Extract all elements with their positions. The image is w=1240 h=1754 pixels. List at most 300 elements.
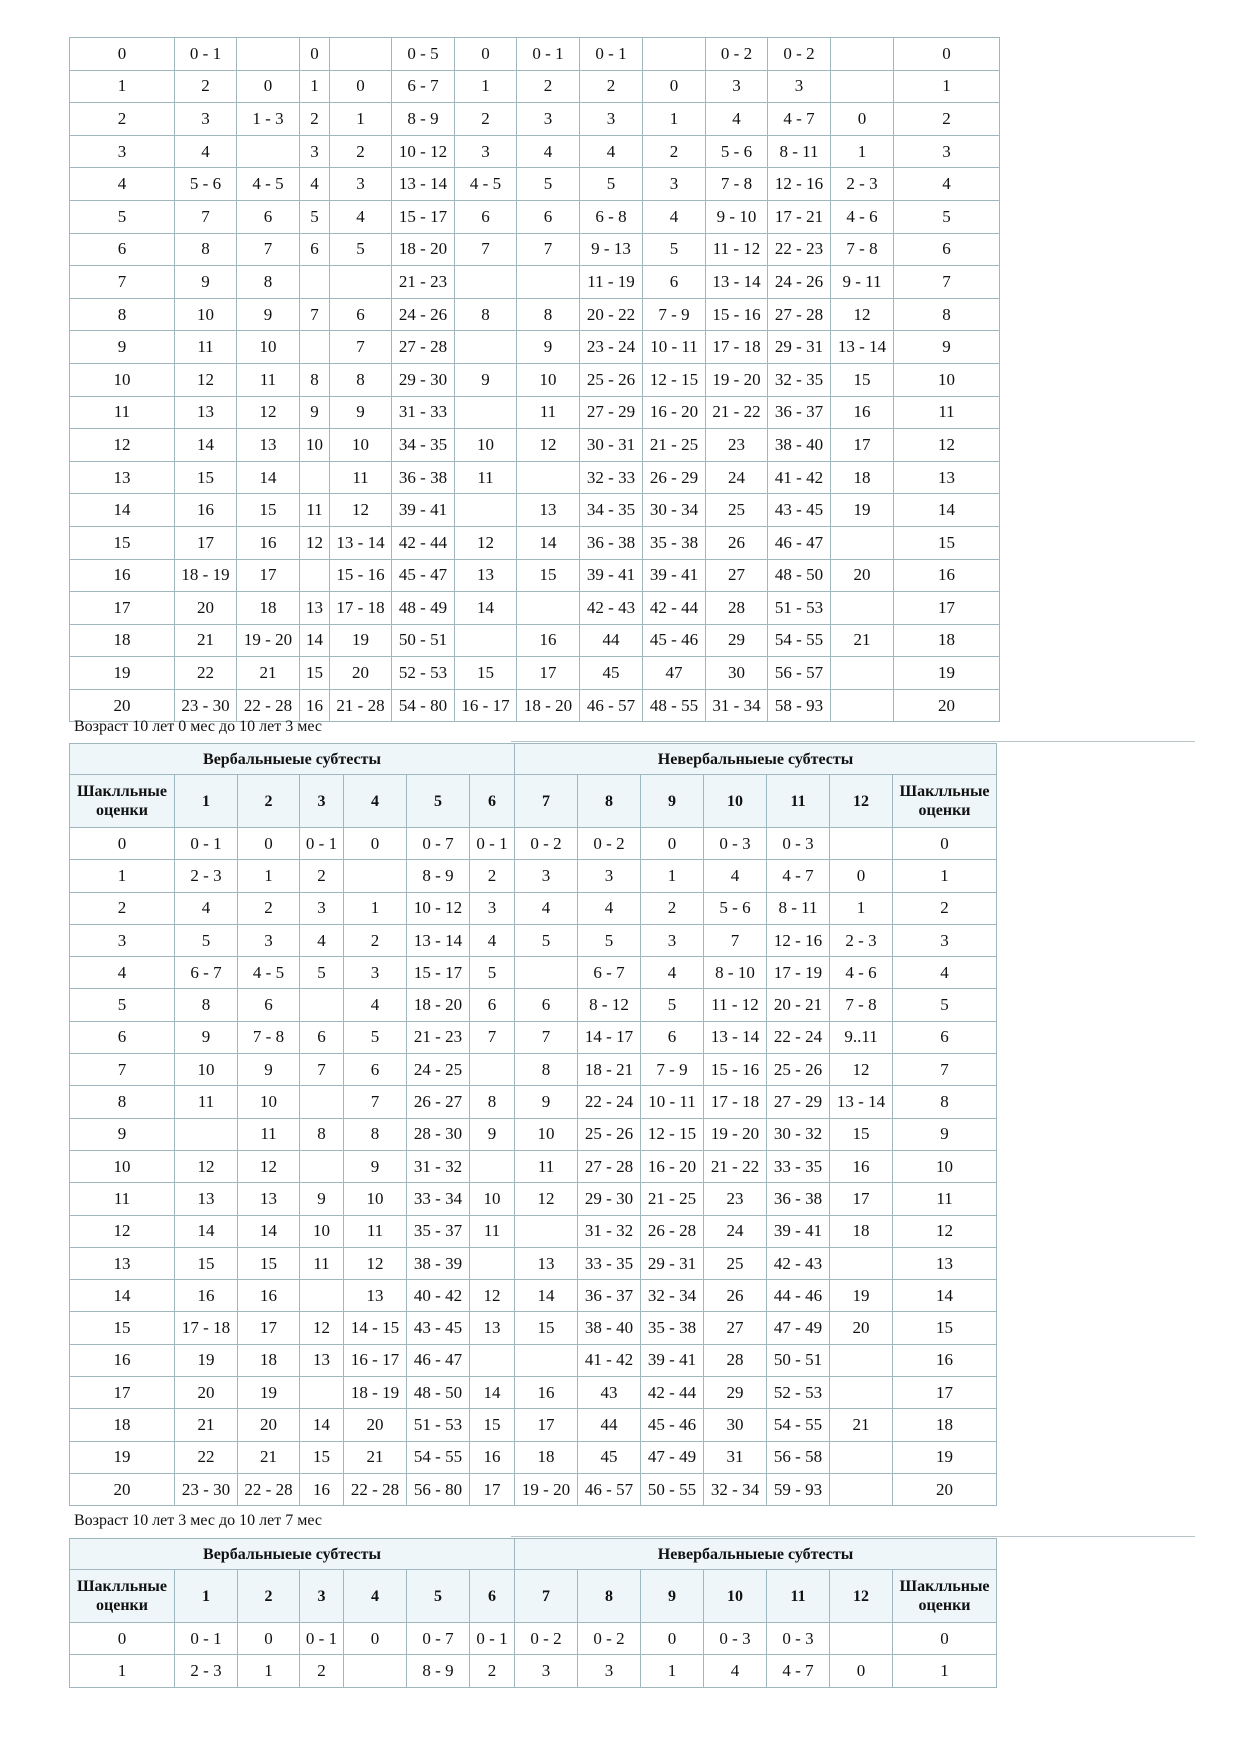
table-cell: 17 - 18 — [330, 592, 392, 625]
table-cell: 56 - 58 — [767, 1441, 830, 1473]
table-row — [70, 70, 1000, 103]
table-cell — [455, 396, 517, 429]
table-cell: 27 — [704, 1312, 767, 1344]
table-cell: 16 - 17 — [455, 689, 517, 722]
table-cell: 6 — [330, 298, 392, 331]
table-cell: 27 — [706, 559, 768, 592]
table-cell: 12 — [517, 429, 580, 462]
table-row — [70, 526, 1000, 559]
table-cell: 10 — [894, 363, 1000, 396]
table-cell: 9 — [455, 363, 517, 396]
table-cell: 18 - 20 — [517, 689, 580, 722]
table-cell: 16 — [831, 396, 894, 429]
table-cell: 29 — [704, 1377, 767, 1409]
table-cell: 21 - 22 — [704, 1150, 767, 1182]
table-cell: 36 - 38 — [580, 526, 643, 559]
table-cell: 21 — [830, 1409, 893, 1441]
table-cell: 1 — [831, 135, 894, 168]
table-cell: 2 — [580, 70, 643, 103]
table-cell: 54 - 80 — [392, 689, 455, 722]
table-cell: 14 — [515, 1280, 578, 1312]
table-cell — [643, 38, 706, 71]
table-cell: 14 - 17 — [578, 1021, 641, 1053]
table-cell: 19 — [238, 1377, 300, 1409]
table-cell: 48 - 50 — [768, 559, 831, 592]
table-cell: 10 — [300, 1215, 344, 1247]
table-cell: 13 — [70, 1247, 175, 1279]
table-cell: 22 - 24 — [578, 1086, 641, 1118]
table-cell: 39 - 41 — [643, 559, 706, 592]
table-cell: 5 — [515, 924, 578, 956]
table-cell: 25 — [704, 1247, 767, 1279]
table-cell: 5 — [300, 200, 330, 233]
table-cell: 26 — [704, 1280, 767, 1312]
table-cell — [831, 657, 894, 690]
table-cell: 5 — [300, 957, 344, 989]
table-cell: 4 — [641, 957, 704, 989]
table-cell: 19 — [175, 1344, 238, 1376]
table-cell: 0 — [641, 1623, 704, 1655]
table-cell: 6 — [470, 989, 515, 1021]
table-cell: 10 — [344, 1183, 407, 1215]
table-cell: 11 — [455, 461, 517, 494]
table-cell: 25 - 26 — [767, 1054, 830, 1086]
table-row — [70, 461, 1000, 494]
table-cell: 12 — [70, 1215, 175, 1247]
table-cell: 14 — [175, 429, 237, 462]
table-cell: 38 - 40 — [768, 429, 831, 462]
table-row — [70, 828, 997, 860]
table-cell: 1 — [238, 1655, 300, 1687]
table-cell: 0 - 1 — [175, 38, 237, 71]
table-cell: 2 — [70, 892, 175, 924]
table-cell: 4 — [580, 135, 643, 168]
table-cell: 22 - 24 — [767, 1021, 830, 1053]
table-cell: 4 - 7 — [767, 1655, 830, 1687]
table-cell — [330, 266, 392, 299]
table-cell: 17 — [238, 1312, 300, 1344]
table-cell: 20 — [894, 689, 1000, 722]
table-cell: 22 — [175, 657, 237, 690]
table-cell — [517, 592, 580, 625]
table-row — [70, 860, 997, 892]
table-cell: 10 — [470, 1183, 515, 1215]
table-cell: 3 — [578, 860, 641, 892]
norms-table-10y3m-10y7m — [69, 1538, 997, 1688]
table-cell: 11 — [238, 1118, 300, 1150]
table-row — [70, 1655, 997, 1687]
table-cell: 14 — [70, 1280, 175, 1312]
table-cell: 6 — [893, 1021, 997, 1053]
table-row — [70, 1215, 997, 1247]
table-cell: 19 — [893, 1441, 997, 1473]
table-cell: 13 - 14 — [407, 924, 470, 956]
table-cell: 16 — [893, 1344, 997, 1376]
table-cell: 21 — [237, 657, 300, 690]
table-row — [70, 1280, 997, 1312]
table-cell — [455, 266, 517, 299]
table-row — [70, 1021, 997, 1053]
table-cell: 42 - 44 — [392, 526, 455, 559]
table-cell: 17 - 18 — [175, 1312, 238, 1344]
table-row — [70, 429, 1000, 462]
table-cell: 0 - 3 — [767, 828, 830, 860]
table-cell: 4 — [704, 1655, 767, 1687]
table-cell: 22 — [175, 1441, 238, 1473]
table-cell: 2 — [893, 892, 997, 924]
table-cell: 46 - 57 — [578, 1473, 641, 1505]
table-cell: 47 - 49 — [767, 1312, 830, 1344]
table-cell: 2 - 3 — [830, 924, 893, 956]
table-cell: 27 - 28 — [392, 331, 455, 364]
table-row — [70, 1377, 997, 1409]
table-cell: 25 — [706, 494, 768, 527]
col-header: 7 — [515, 775, 578, 828]
table-cell: 32 - 33 — [580, 461, 643, 494]
table-cell: 9 — [70, 1118, 175, 1150]
table-cell: 13 — [175, 1183, 238, 1215]
table-cell: 50 - 51 — [392, 624, 455, 657]
table-cell: 6 — [238, 989, 300, 1021]
table-cell: 16 — [300, 1473, 344, 1505]
table-cell: 12 — [330, 494, 392, 527]
table-cell: 12 — [515, 1183, 578, 1215]
table-cell: 26 - 28 — [641, 1215, 704, 1247]
table-row — [70, 38, 1000, 71]
table-cell: 13 — [300, 1344, 344, 1376]
table-cell: 3 — [70, 135, 175, 168]
table-cell: 16 — [238, 1280, 300, 1312]
table-cell: 21 — [175, 1409, 238, 1441]
col-header: 6 — [470, 1570, 515, 1623]
table-cell: 0 — [893, 1623, 997, 1655]
table-cell: 0 - 1 — [517, 38, 580, 71]
table-cell: 17 — [70, 592, 175, 625]
table-cell: 30 — [704, 1409, 767, 1441]
table-cell: 3 — [580, 103, 643, 136]
norms-table-10y0m-10y3m — [69, 743, 997, 1506]
table-cell: 22 - 23 — [768, 233, 831, 266]
table-cell: 3 — [517, 103, 580, 136]
table-cell: 14 — [238, 1215, 300, 1247]
table-cell: 19 - 20 — [237, 624, 300, 657]
table-cell: 13 — [455, 559, 517, 592]
table-cell: 6 — [237, 200, 300, 233]
table-cell: 6 — [515, 989, 578, 1021]
table-cell: 10 — [238, 1086, 300, 1118]
table-cell: 7 — [330, 331, 392, 364]
table-cell — [455, 494, 517, 527]
table-cell: 3 — [344, 957, 407, 989]
col-header: 1 — [175, 775, 238, 828]
table-cell: 10 - 11 — [643, 331, 706, 364]
table-cell: 42 - 43 — [580, 592, 643, 625]
table-cell: 12 — [238, 1150, 300, 1182]
col-header: 7 — [515, 1570, 578, 1623]
table-cell: 21 — [175, 624, 237, 657]
table-cell: 40 - 42 — [407, 1280, 470, 1312]
table-cell: 12 — [300, 526, 330, 559]
table-cell: 8 - 12 — [578, 989, 641, 1021]
table-cell: 3 — [300, 135, 330, 168]
table-cell: 27 - 29 — [767, 1086, 830, 1118]
table-cell: 21 — [238, 1441, 300, 1473]
table-cell: 5 - 6 — [706, 135, 768, 168]
table-cell: 3 — [175, 103, 237, 136]
table-cell: 4 — [175, 892, 238, 924]
table-cell — [455, 624, 517, 657]
table-cell: 8 - 11 — [767, 892, 830, 924]
table-cell: 6 - 8 — [580, 200, 643, 233]
table-cell: 24 — [706, 461, 768, 494]
table-row — [70, 1247, 997, 1279]
table-cell: 0 — [70, 1623, 175, 1655]
table-cell: 51 - 53 — [768, 592, 831, 625]
table-cell: 9 — [893, 1118, 997, 1150]
table-cell: 0 - 1 — [300, 828, 344, 860]
table-cell: 5 — [641, 989, 704, 1021]
table-cell — [300, 1086, 344, 1118]
table-cell: 30 — [706, 657, 768, 690]
table-cell: 4 — [643, 200, 706, 233]
table-row — [70, 892, 997, 924]
col-header: 6 — [470, 775, 515, 828]
table-cell: 1 — [70, 860, 175, 892]
table-cell: 15 — [237, 494, 300, 527]
table-cell: 20 - 21 — [767, 989, 830, 1021]
divider — [511, 1536, 1195, 1537]
table-cell: 38 - 39 — [407, 1247, 470, 1279]
table-row — [70, 1183, 997, 1215]
table-cell: 20 — [893, 1473, 997, 1505]
table-row — [70, 624, 1000, 657]
table-cell: 35 - 38 — [641, 1312, 704, 1344]
table-cell: 0 - 2 — [578, 828, 641, 860]
table-cell: 1 — [830, 892, 893, 924]
table-cell: 13 - 14 — [704, 1021, 767, 1053]
table-cell: 18 - 19 — [344, 1377, 407, 1409]
table-cell: 13 — [238, 1183, 300, 1215]
table-cell: 2 — [238, 892, 300, 924]
table-cell: 23 — [706, 429, 768, 462]
table-cell: 0 - 2 — [706, 38, 768, 71]
table-body — [70, 38, 1000, 722]
table-cell: 20 — [830, 1312, 893, 1344]
table-cell: 45 - 46 — [643, 624, 706, 657]
col-header: 3 — [300, 775, 344, 828]
table-cell: 15 — [515, 1312, 578, 1344]
table-cell: 10 - 12 — [392, 135, 455, 168]
table-cell: 13 - 14 — [831, 331, 894, 364]
table-cell: 27 - 28 — [768, 298, 831, 331]
table-cell: 0 — [238, 828, 300, 860]
table-cell: 2 — [344, 924, 407, 956]
table-cell: 2 — [470, 1655, 515, 1687]
table-cell: 0 - 2 — [578, 1623, 641, 1655]
table-cell: 14 — [470, 1377, 515, 1409]
table-cell: 6 — [344, 1054, 407, 1086]
table-cell: 15 — [830, 1118, 893, 1150]
table-cell: 38 - 40 — [578, 1312, 641, 1344]
table-cell: 48 - 49 — [392, 592, 455, 625]
table-cell — [344, 1655, 407, 1687]
table-cell: 44 — [580, 624, 643, 657]
table-cell: 4 — [515, 892, 578, 924]
table-cell: 18 — [831, 461, 894, 494]
table-cell: 0 — [238, 1623, 300, 1655]
table-cell: 14 — [70, 494, 175, 527]
table-cell: 7 - 8 — [831, 233, 894, 266]
table-cell: 20 — [238, 1409, 300, 1441]
table-cell: 11 — [330, 461, 392, 494]
table-cell: 4 - 6 — [831, 200, 894, 233]
table-cell: 11 — [175, 331, 237, 364]
table-cell: 7 — [894, 266, 1000, 299]
table-cell: 23 - 30 — [175, 1473, 238, 1505]
table-cell: 14 - 15 — [344, 1312, 407, 1344]
table-row — [70, 989, 997, 1021]
table-cell: 32 - 34 — [641, 1280, 704, 1312]
table-cell: 4 — [706, 103, 768, 136]
table-cell: 16 — [300, 689, 330, 722]
table-cell: 36 - 37 — [578, 1280, 641, 1312]
table-cell: 0 — [455, 38, 517, 71]
table-cell: 0 — [831, 103, 894, 136]
table-cell: 1 — [344, 892, 407, 924]
table-cell: 5 — [344, 1021, 407, 1053]
table-cell: 14 — [175, 1215, 238, 1247]
table-cell — [237, 38, 300, 71]
table-cell: 36 - 38 — [392, 461, 455, 494]
table-cell: 15 — [70, 526, 175, 559]
table-cell: 20 — [175, 592, 237, 625]
table-cell: 9 - 11 — [831, 266, 894, 299]
table-cell: 2 — [517, 70, 580, 103]
table-cell: 26 - 27 — [407, 1086, 470, 1118]
table-cell: 24 - 25 — [407, 1054, 470, 1086]
table-cell: 0 - 2 — [515, 1623, 578, 1655]
table-cell: 12 - 15 — [641, 1118, 704, 1150]
col-header: 11 — [767, 775, 830, 828]
table-cell — [300, 559, 330, 592]
table-cell: 4 — [70, 957, 175, 989]
table-cell: 4 — [344, 989, 407, 1021]
table-cell: 10 - 11 — [641, 1086, 704, 1118]
table-cell: 1 — [455, 70, 517, 103]
table-cell: 10 — [893, 1150, 997, 1182]
table-row — [70, 1150, 997, 1182]
table-cell: 17 — [70, 1377, 175, 1409]
table-cell: 28 — [706, 592, 768, 625]
table-body — [70, 1623, 997, 1688]
table-cell: 43 — [578, 1377, 641, 1409]
table-cell: 34 - 35 — [580, 494, 643, 527]
table-cell: 8 — [893, 1086, 997, 1118]
table-cell: 0 - 1 — [175, 1623, 238, 1655]
table-cell — [517, 461, 580, 494]
table-cell: 9..11 — [830, 1021, 893, 1053]
table-cell: 54 - 55 — [407, 1441, 470, 1473]
table-cell: 14 — [517, 526, 580, 559]
table-cell: 9 — [237, 298, 300, 331]
table-cell: 16 — [175, 1280, 238, 1312]
table-cell: 8 — [237, 266, 300, 299]
table-cell: 21 - 28 — [330, 689, 392, 722]
table-cell: 42 - 44 — [643, 592, 706, 625]
table-cell — [300, 1150, 344, 1182]
table-cell: 8 — [894, 298, 1000, 331]
table-cell: 8 — [70, 298, 175, 331]
table-cell: 4 — [70, 168, 175, 201]
table-cell: 9 — [330, 396, 392, 429]
table-cell: 11 - 19 — [580, 266, 643, 299]
table-cell: 5 - 6 — [175, 168, 237, 201]
table-cell: 10 — [515, 1118, 578, 1150]
table-cell: 8 - 10 — [704, 957, 767, 989]
table-cell: 6 — [643, 266, 706, 299]
table-cell: 0 — [830, 860, 893, 892]
table-cell: 30 - 31 — [580, 429, 643, 462]
table-cell: 16 — [470, 1441, 515, 1473]
table-cell: 10 - 12 — [407, 892, 470, 924]
table-cell — [830, 1473, 893, 1505]
table-cell: 15 — [470, 1409, 515, 1441]
table-cell: 0 — [237, 70, 300, 103]
table-cell: 15 — [175, 1247, 238, 1279]
table-cell: 18 — [830, 1215, 893, 1247]
table-cell: 12 — [70, 429, 175, 462]
col-header: 4 — [344, 1570, 407, 1623]
table-cell: 16 — [894, 559, 1000, 592]
table-cell: 0 — [330, 70, 392, 103]
table-cell: 11 - 12 — [704, 989, 767, 1021]
table-cell: 22 - 28 — [238, 1473, 300, 1505]
table-cell: 13 — [70, 461, 175, 494]
table-cell: 11 — [300, 1247, 344, 1279]
table-cell: 19 — [330, 624, 392, 657]
table-cell: 19 - 20 — [704, 1118, 767, 1150]
table-cell: 9 — [175, 266, 237, 299]
table-cell: 7 - 9 — [643, 298, 706, 331]
table-cell: 33 - 34 — [407, 1183, 470, 1215]
table-cell: 5 — [70, 200, 175, 233]
table-cell: 17 - 19 — [767, 957, 830, 989]
table-cell: 0 - 3 — [704, 828, 767, 860]
table-cell: 7 - 8 — [830, 989, 893, 1021]
table-row — [70, 363, 1000, 396]
table-cell — [830, 1623, 893, 1655]
table-cell: 6 — [300, 1021, 344, 1053]
table-cell: 39 - 41 — [392, 494, 455, 527]
table-cell: 17 - 18 — [704, 1086, 767, 1118]
table-cell: 18 — [515, 1441, 578, 1473]
table-cell: 12 — [830, 1054, 893, 1086]
table-cell: 1 - 3 — [237, 103, 300, 136]
table-cell: 20 — [344, 1409, 407, 1441]
table-cell: 31 - 32 — [578, 1215, 641, 1247]
table-cell: 15 — [831, 363, 894, 396]
table-cell: 8 — [344, 1118, 407, 1150]
table-cell: 12 — [455, 526, 517, 559]
table-cell: 9 — [470, 1118, 515, 1150]
table-cell: 15 - 16 — [704, 1054, 767, 1086]
table-cell: 20 - 22 — [580, 298, 643, 331]
table-cell: 3 — [70, 924, 175, 956]
table-cell: 45 — [580, 657, 643, 690]
table-cell: 59 - 93 — [767, 1473, 830, 1505]
table-cell: 43 - 45 — [768, 494, 831, 527]
table-cell: 2 — [70, 103, 175, 136]
